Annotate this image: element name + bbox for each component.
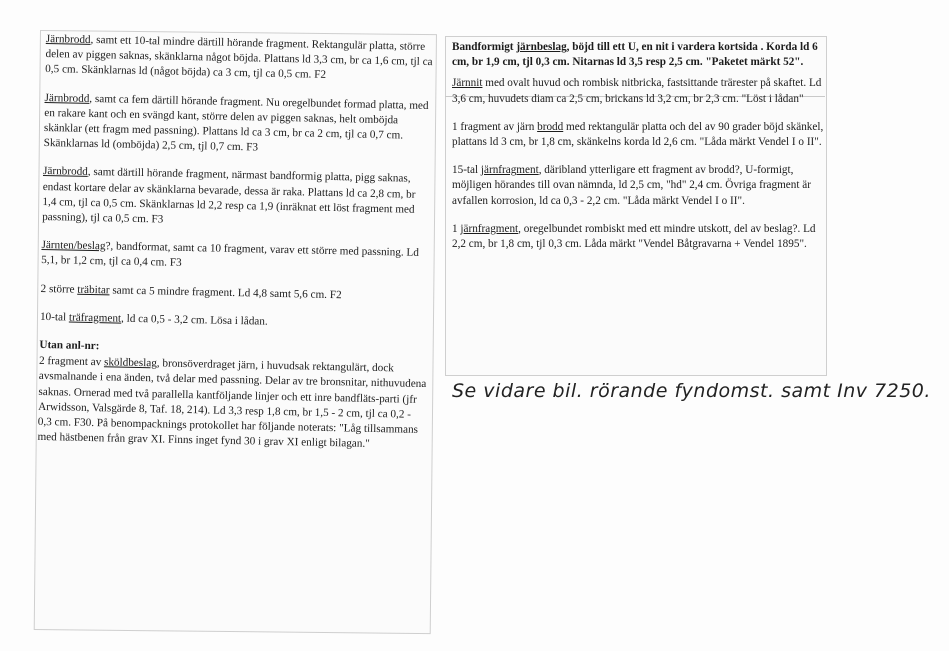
entry-4: Järnten/beslag?, bandformat, samt ca 10 fragment, varav ett större med passning. Ld 5,1, br 1,2 cm, tjl ca 0,4 cm. F3 (41, 239, 420, 270)
entry-right-3: 1 fragment av järn brodd med rektangulär platta och del av 90 grader böjd skänkel, plattans ld 3 cm, br 1,8 cm, skänkelns korda ld 2,6 cm. "Låda märkt Vendel I o II". (452, 120, 824, 149)
entry-5: 2 större träbitar samt ca 5 mindre fragment. Ld 4,8 samt 5,6 cm. F2 (40, 282, 342, 301)
entry-7: 2 fragment av sköldbeslag, bronsöverdraget järn, i huvudsak rektangulärt, dock avsmalnande i ena änden, två delar med passning. Delar av tre bronsnitar, nithuvudena saknas. Ornerad med två parallella kantföljande linjer och ett inre bandfläts-parti (jfr Arwidsson, Valsgärde 8, Taf. 18, 214). Ld 3,3 resp 1,8 cm, br 1,5 - 2 cm, tjl ca 0,2 - 0,3 cm. F30. På benompacknings protokollet har följande noterats: "Låg tillsammans med hästbenen från grav XI. Finns inget fynd 30 i grav XI enligt bilagan." (37, 355, 427, 451)
entry-right-4: 15-tal järnfragment, däribland ytterligare ett fragment av brodd?, U-formigt, möjligen hörandes till ovan nämnda, ld 2,5 cm, "hd" 2,4 cm. Övriga fragment är avfallen korrosion, ld ca 0,3 - 2,2 cm. "Låda märkt Vendel I o II". (452, 164, 811, 207)
section-heading: Utan anl-nr: (39, 338, 100, 353)
entry-3: Järnbrodd, samt därtill hörande fragment, närmast bandformig platta, pigg saknas, endast kortare delar av skänklarna bevarade, dessa är raka. Plattans ld ca 2,8 cm, br 1,4 cm, tjl ca 0,5 cm. Skänklarnas ld 2,2 resp ca 1,9 (inräknat ett löst fragment med passning), tjl ca 0,5 cm. F3 (41, 165, 416, 226)
entry-6: 10-tal träfragment, ld ca 0,5 - 3,2 cm. Lösa i lådan. (39, 310, 268, 328)
entry-right-1: Bandformigt järnbeslag, böjd till ett U, en nit i vardera kortsida . Korda ld 6 cm, br 1,9 cm, tjl 0,3 cm. Nitarnas ld 3,5 resp 2,5 cm. "Paketet märkt 52". (452, 41, 818, 69)
left-column (37, 32, 434, 467)
entry-right-2: Järnnit med ovalt huvud och rombisk nitbricka, fastsittande trärester på skaftet. Ld 3,6 cm, huvudets diam ca 2,5 cm, brickans ld 3,2 cm, br 2,3 cm. "Löst i lådan" (452, 77, 822, 105)
handwritten-note: Se vidare bil. rörande fyndomst. samt Inv 7250. (452, 380, 931, 402)
entry-1: Järnbrodd, samt ett 10-tal mindre därtill hörande fragment. Rektangulär platta, större delen av piggen saknas, skänklarna något böjda. Plattans ld 3,3 cm, br ca 1,6 cm, tjl ca 0,5 cm. Skänklarnas ld (något böjda) ca 3 cm, tjl ca 0,5 cm. F2 (45, 32, 433, 82)
entry-right-5: 1 järnfragment, oregelbundet rombiskt med ett mindre utskott, del av beslag?. Ld 2,2 cm, br 1,8 cm, tjl 0,3 cm. Låda märkt "Vendel Båtgravarna + Vendel 1895". (452, 222, 816, 251)
entry-2: Järnbrodd, samt ca fem därtill hörande fragment. Nu oregelbundet formad platta, med en rakare kant och en svängd kant, större delen av piggen saknas, helt omböjda skänklar (ett fragm med passning). Plattans ld ca 3 cm, br ca 2 cm, tjl ca 0,7 cm. Skänklarnas ld (omböjda) 2,5 cm, tjl 0,7 cm. F3 (43, 91, 429, 154)
right-column (452, 40, 824, 265)
